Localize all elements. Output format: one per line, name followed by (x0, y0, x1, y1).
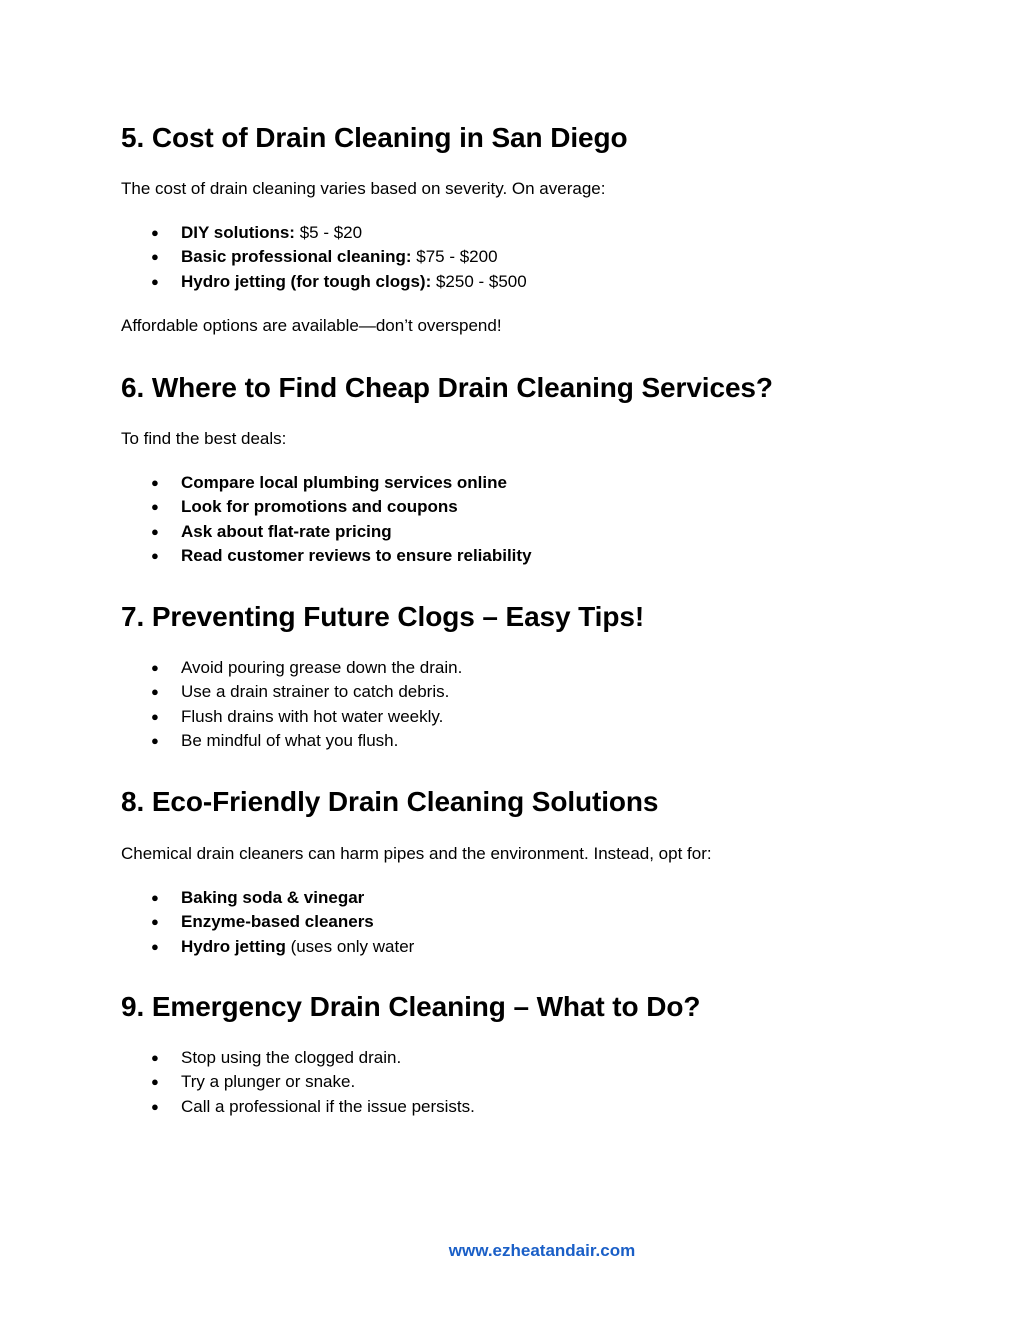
list-item-text: $5 - $20 (294, 223, 363, 242)
list-item-bold: Hydro jetting (for tough clogs): (181, 271, 432, 291)
list-item (121, 245, 527, 269)
bullet-icon: ● (151, 938, 159, 954)
bullet-icon: ● (151, 548, 159, 564)
list-item-text: Try a plunger or snake. (181, 1072, 356, 1092)
list-item (121, 270, 527, 294)
list-item (121, 1095, 475, 1119)
section-intro: To find the best deals: (121, 429, 287, 448)
section-outro: Affordable options are available—don’t overspend! (121, 316, 502, 335)
list-item-text: Call a professional if the issue persists. (181, 1096, 475, 1116)
section-heading: 8. Eco-Friendly Drain Cleaning Solutions (121, 786, 659, 817)
bullet-icon: ● (151, 249, 159, 265)
bullet-icon: ● (151, 1098, 159, 1114)
list-item-bold: DIY solutions: (181, 223, 295, 242)
list-item-text: $75 - $200 (411, 247, 498, 267)
bullet-icon: ● (151, 475, 159, 490)
footer (0, 1240, 1024, 1262)
section-intro: The cost of drain cleaning varies based on severity. On average: (121, 179, 606, 198)
section-heading: 9. Emergency Drain Cleaning – What to Do? (121, 991, 701, 1022)
list-item-text: Avoid pouring grease down the drain. (181, 658, 463, 677)
bullet-icon: ● (151, 273, 159, 289)
list-item-text: $250 - $500 (431, 271, 527, 291)
list-item-bold: Read customer reviews to ensure reliability (181, 546, 532, 566)
list-item-bold: Ask about flat-rate pricing (181, 521, 392, 541)
bullet-list (121, 656, 462, 754)
list-item-bold: Enzyme-based cleaners (181, 912, 374, 932)
website-link[interactable]: www.ezheatandair.com (448, 1241, 636, 1260)
list-item-text: (uses only water (285, 936, 415, 956)
list-item (121, 729, 462, 753)
bullet-icon: ● (151, 660, 159, 675)
list-item-text: Use a drain strainer to catch debris. (181, 682, 450, 702)
bullet-icon: ● (151, 523, 159, 539)
bullet-icon: ● (151, 225, 159, 240)
list-item (121, 680, 462, 704)
list-item (121, 910, 414, 934)
list-item (121, 520, 532, 544)
list-item (121, 656, 462, 680)
section-heading: 5. Cost of Drain Cleaning in San Diego (121, 122, 628, 153)
bullet-list (121, 886, 414, 959)
section-intro: Chemical drain cleaners can harm pipes and the environment. Instead, opt for: (121, 844, 712, 863)
list-item-bold: Basic professional cleaning: (181, 247, 412, 267)
list-item-bold: Compare local plumbing services online (181, 473, 507, 492)
bullet-list (121, 221, 527, 294)
section-heading: 6. Where to Find Cheap Drain Cleaning Services? (121, 372, 773, 403)
bullet-icon: ● (151, 684, 159, 700)
list-item (121, 221, 527, 245)
bullet-icon: ● (151, 890, 159, 905)
bullet-icon: ● (151, 1074, 159, 1090)
list-item (121, 495, 532, 519)
section-heading: 7. Preventing Future Clogs – Easy Tips! (121, 601, 645, 632)
list-item-bold: Baking soda & vinegar (181, 888, 365, 907)
list-item (121, 544, 532, 568)
bullet-icon: ● (151, 499, 159, 515)
list-item-bold: Look for promotions and coupons (181, 497, 458, 517)
bullet-icon: ● (151, 914, 159, 930)
bullet-list (121, 1046, 475, 1119)
list-item (121, 935, 414, 959)
bullet-list (121, 471, 532, 569)
list-item (121, 1046, 475, 1070)
bullet-icon: ● (151, 1050, 159, 1065)
list-item (121, 1070, 475, 1094)
bullet-icon: ● (151, 733, 159, 749)
list-item-bold: Hydro jetting (181, 936, 286, 956)
list-item (121, 705, 462, 729)
list-item-text: Flush drains with hot water weekly. (181, 706, 444, 726)
list-item (121, 471, 532, 495)
list-item-text: Stop using the clogged drain. (181, 1048, 402, 1067)
bullet-icon: ● (151, 708, 159, 724)
list-item-text: Be mindful of what you flush. (181, 731, 399, 751)
list-item (121, 886, 414, 910)
